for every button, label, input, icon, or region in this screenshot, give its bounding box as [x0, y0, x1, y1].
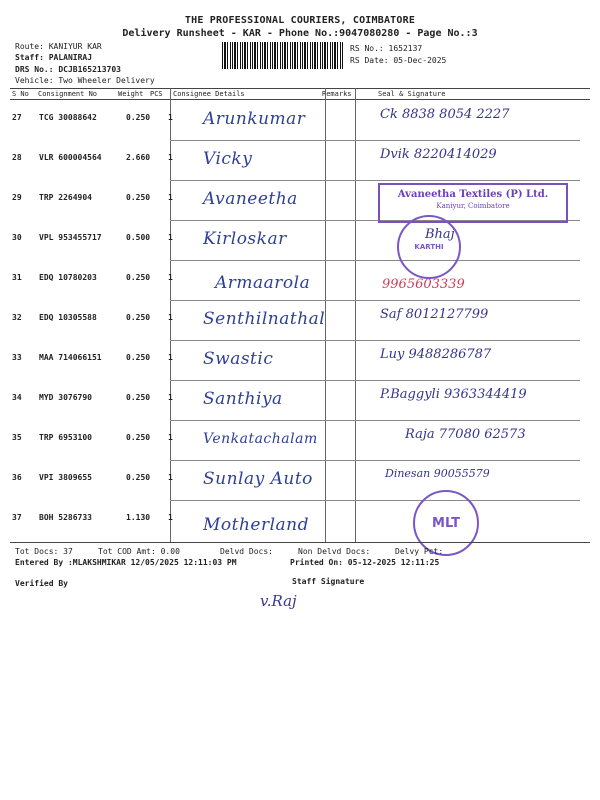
row-signature: Luy 9488286787: [380, 347, 492, 362]
row-signature: Dinesan 90055579: [385, 467, 490, 480]
table-row: [10, 381, 580, 421]
row-consignee: Arunkumar: [203, 109, 306, 129]
row-weight: 2.660: [126, 153, 151, 162]
avaneetha-stamp-name: Avaneetha Textiles (P) Ltd.: [397, 189, 549, 200]
row-signature: Ck 8838 8054 2227: [380, 107, 510, 122]
row-consignment: TRP 6953100: [39, 433, 92, 442]
row-pcs: 1: [168, 233, 173, 242]
col-consignment: Consignment No: [38, 90, 98, 98]
col-seal: Seal & Signature: [378, 90, 446, 98]
row-sno: 36: [12, 473, 22, 482]
staff-signature-label: Staff Signature: [292, 577, 365, 586]
row-weight: 0.250: [126, 313, 151, 322]
col-consignee: Consignee Details: [173, 90, 245, 98]
staff-signature-scribble: v.Raj: [260, 592, 297, 610]
row-consignment: BOH 5286733: [39, 513, 92, 522]
row-consignee: Kirloskar: [203, 229, 287, 249]
company-title: THE PROFESSIONAL COURIERS, COIMBATORE: [184, 15, 416, 26]
row-pcs: 1: [168, 353, 173, 362]
row-weight: 0.250: [126, 353, 151, 362]
row-consignee: Venkatachalam: [203, 431, 318, 447]
row-consignment: EDQ 10305588: [39, 313, 97, 322]
row-signature: Raja 77080 62573: [405, 427, 526, 442]
row-signature: Bhaj: [425, 227, 455, 242]
table-row: [10, 501, 580, 541]
mlt-seal-text: MLT: [432, 515, 460, 531]
table-row: [10, 421, 580, 461]
row-weight: 0.250: [126, 273, 151, 282]
col-weight: Weight: [118, 90, 144, 98]
table-row: [10, 301, 580, 341]
row-pcs: 1: [168, 393, 173, 402]
drs-number: DRS No.: DCJB165213703: [15, 65, 121, 74]
row-pcs: 1: [168, 113, 173, 122]
table-row: [10, 261, 580, 301]
table-top-rule: [10, 88, 590, 89]
route-label: Route: KANIYUR KAR: [15, 42, 102, 51]
vehicle-label: Vehicle: Two Wheeler Delivery: [15, 76, 155, 85]
avaneetha-stamp: [378, 183, 568, 223]
row-consignee: Santhiya: [203, 389, 283, 409]
avaneetha-stamp-place: Kaniyur, Coimbatore: [436, 202, 510, 210]
verified-by: Verified By: [15, 579, 68, 588]
row-weight: 1.130: [126, 513, 151, 522]
row-consignee: Motherland: [203, 515, 310, 535]
total-cod: Tot COD Amt: 0.00: [98, 547, 180, 556]
table-row: [10, 461, 580, 501]
row-signature: P.Baggyli 9363344419: [380, 387, 527, 402]
row-sno: 33: [12, 353, 22, 362]
row-consignment: TCG 30088642: [39, 113, 97, 122]
row-sno: 27: [12, 113, 22, 122]
col-remarks: Remarks: [322, 90, 352, 98]
row-weight: 0.250: [126, 393, 151, 402]
row-signature: Dvik 8220414029: [380, 147, 497, 162]
row-consignee: Vicky: [203, 149, 253, 169]
row-consignee: Avaneetha: [203, 189, 298, 209]
row-pcs: 1: [168, 513, 173, 522]
row-sno: 29: [12, 193, 22, 202]
row-signature: 9965603339: [382, 277, 465, 292]
table-header-rule: [10, 99, 590, 100]
col-sno: S No: [12, 90, 29, 98]
row-consignee: Senthilnathal: [203, 309, 326, 329]
col-pcs: PCS: [150, 90, 163, 98]
row-signature: Saf 8012127799: [380, 307, 489, 322]
row-consignment: VPL 953455717: [39, 233, 102, 242]
row-consignee: Armaarola: [215, 273, 311, 293]
row-weight: 0.250: [126, 433, 151, 442]
row-consignment: VLR 600004564: [39, 153, 102, 162]
row-pcs: 1: [168, 153, 173, 162]
row-sno: 35: [12, 433, 22, 442]
row-sno: 31: [12, 273, 22, 282]
row-pcs: 1: [168, 473, 173, 482]
row-weight: 0.250: [126, 473, 151, 482]
row-sno: 32: [12, 313, 22, 322]
rs-number: RS No.: 1652137: [350, 44, 423, 53]
barcode: [222, 42, 344, 69]
runsheet-title: Delivery Runsheet - KAR - Phone No.:9047080280 - Page No.:3: [122, 28, 478, 39]
delivered-docs: Delvd Docs:: [220, 547, 273, 556]
total-docs: Tot Docs: 37: [15, 547, 73, 556]
row-weight: 0.500: [126, 233, 151, 242]
table-row: [10, 101, 580, 141]
row-sno: 28: [12, 153, 22, 162]
round-seal: [397, 215, 461, 279]
row-sno: 34: [12, 393, 22, 402]
table-row: [10, 221, 580, 261]
entered-by: Entered By :MLAKSHMIKAR 12/05/2025 12:11:03 PM: [15, 558, 237, 567]
rs-date: RS Date: 05-Dec-2025: [350, 56, 447, 65]
row-consignee: Swastic: [203, 349, 274, 369]
row-consignment: VPI 3809655: [39, 473, 92, 482]
row-weight: 0.250: [126, 193, 151, 202]
row-sno: 37: [12, 513, 22, 522]
row-pcs: 1: [168, 193, 173, 202]
row-weight: 0.250: [126, 113, 151, 122]
delivery-pct: Delvy Pct:: [395, 547, 444, 556]
row-pcs: 1: [168, 313, 173, 322]
row-sno: 30: [12, 233, 22, 242]
row-consignment: MYD 3076790: [39, 393, 92, 402]
row-consignment: EDQ 10780203: [39, 273, 97, 282]
table-row: [10, 341, 580, 381]
row-pcs: 1: [168, 273, 173, 282]
row-consignment: MAA 714066151: [39, 353, 102, 362]
printed-on: Printed On: 05-12-2025 12:11:25: [290, 558, 440, 567]
staff-label: Staff: PALANIRAJ: [15, 53, 93, 62]
row-consignment: TRP 2264904: [39, 193, 92, 202]
non-delivered-docs: Non Delvd Docs:: [298, 547, 371, 556]
row-consignee: Sunlay Auto: [203, 469, 313, 489]
row-pcs: 1: [168, 433, 173, 442]
table-row: [10, 141, 580, 181]
round-seal-text: KARTHI: [414, 243, 444, 251]
table-bottom-rule: [10, 542, 590, 543]
